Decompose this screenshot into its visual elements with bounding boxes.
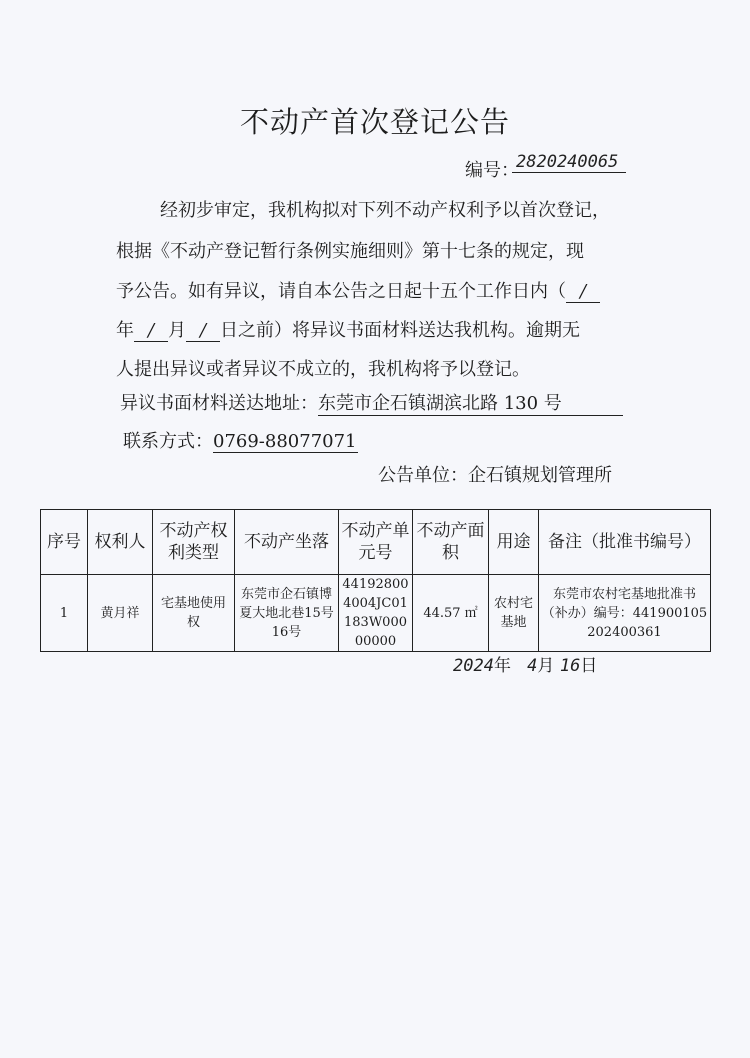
- paragraph-line-4-text: 日之前）将异议书面材料送达我机构。逾期无: [220, 320, 580, 341]
- day-blank: /: [186, 320, 220, 342]
- month-blank: /: [134, 320, 168, 342]
- date-year-label: 年: [493, 656, 511, 676]
- date-month: 4: [527, 656, 538, 676]
- paragraph-line-3: [116, 277, 600, 303]
- paragraph-line-1: 经初步审定，我机构拟对下列不动产权利予以首次登记，: [160, 200, 610, 221]
- property-table: [40, 509, 711, 652]
- objection-deadline-blank: /: [566, 281, 600, 303]
- contact-label: 联系方式：: [123, 431, 213, 452]
- table-header-row: [41, 510, 711, 575]
- paragraph-line-3-text: 予公告。如有异议，请自本公告之日起十五个工作日内（: [116, 281, 566, 302]
- cell-use: 农村宅基地: [489, 575, 539, 652]
- objection-address: [120, 389, 623, 416]
- header-holder: 权利人: [88, 510, 153, 575]
- page-title: 不动产首次登记公告: [239, 105, 510, 139]
- serial-number: 2820240065: [512, 152, 626, 173]
- cell-unit-number: 441928004004JC01183W00000000: [339, 575, 413, 652]
- cell-holder: 黄月祥: [88, 575, 153, 652]
- date-day-label: 日: [580, 656, 598, 676]
- paragraph-line-5: 人提出异议或者异议不成立的，我机构将予以登记。: [116, 359, 530, 380]
- contact-phone: 0769-88077071: [213, 431, 357, 452]
- date-day: 16: [559, 656, 581, 676]
- cell-area: 44.57 ㎡: [413, 575, 489, 652]
- cell-location: 东莞市企石镇博夏大地北巷15号16号: [235, 575, 339, 652]
- address-value: 东莞市企石镇湖滨北路 130 号: [318, 389, 623, 416]
- contact-info: [123, 427, 358, 453]
- issuing-unit: 公告单位：企石镇规划管理所: [378, 465, 612, 486]
- header-seq: 序号: [41, 510, 88, 575]
- serial-label: 编号：: [465, 160, 519, 181]
- month-label: 月: [168, 320, 186, 341]
- header-unit-number: 不动产单元号: [339, 510, 413, 575]
- date-month-label: 月: [537, 656, 555, 676]
- table-row: [41, 575, 711, 652]
- header-location: 不动产坐落: [235, 510, 339, 575]
- paragraph-line-2: 根据《不动产登记暂行条例实施细则》第十七条的规定，现: [116, 241, 584, 262]
- cell-seq: 1: [41, 575, 88, 652]
- cell-right-type: 宅基地使用权: [153, 575, 235, 652]
- cell-note: 东莞市农村宅基地批准书（补办）编号：441900105202400361: [539, 575, 711, 652]
- header-area: 不动产面积: [413, 510, 489, 575]
- date-year: 2024: [453, 656, 494, 676]
- header-right-type: 不动产权利类型: [153, 510, 235, 575]
- paragraph-line-4: [116, 316, 580, 342]
- header-note: 备注（批准书编号）: [539, 510, 711, 575]
- year-label: 年: [116, 320, 134, 341]
- notice-date: [453, 651, 597, 676]
- address-label: 异议书面材料送达地址：: [120, 393, 318, 414]
- header-use: 用途: [489, 510, 539, 575]
